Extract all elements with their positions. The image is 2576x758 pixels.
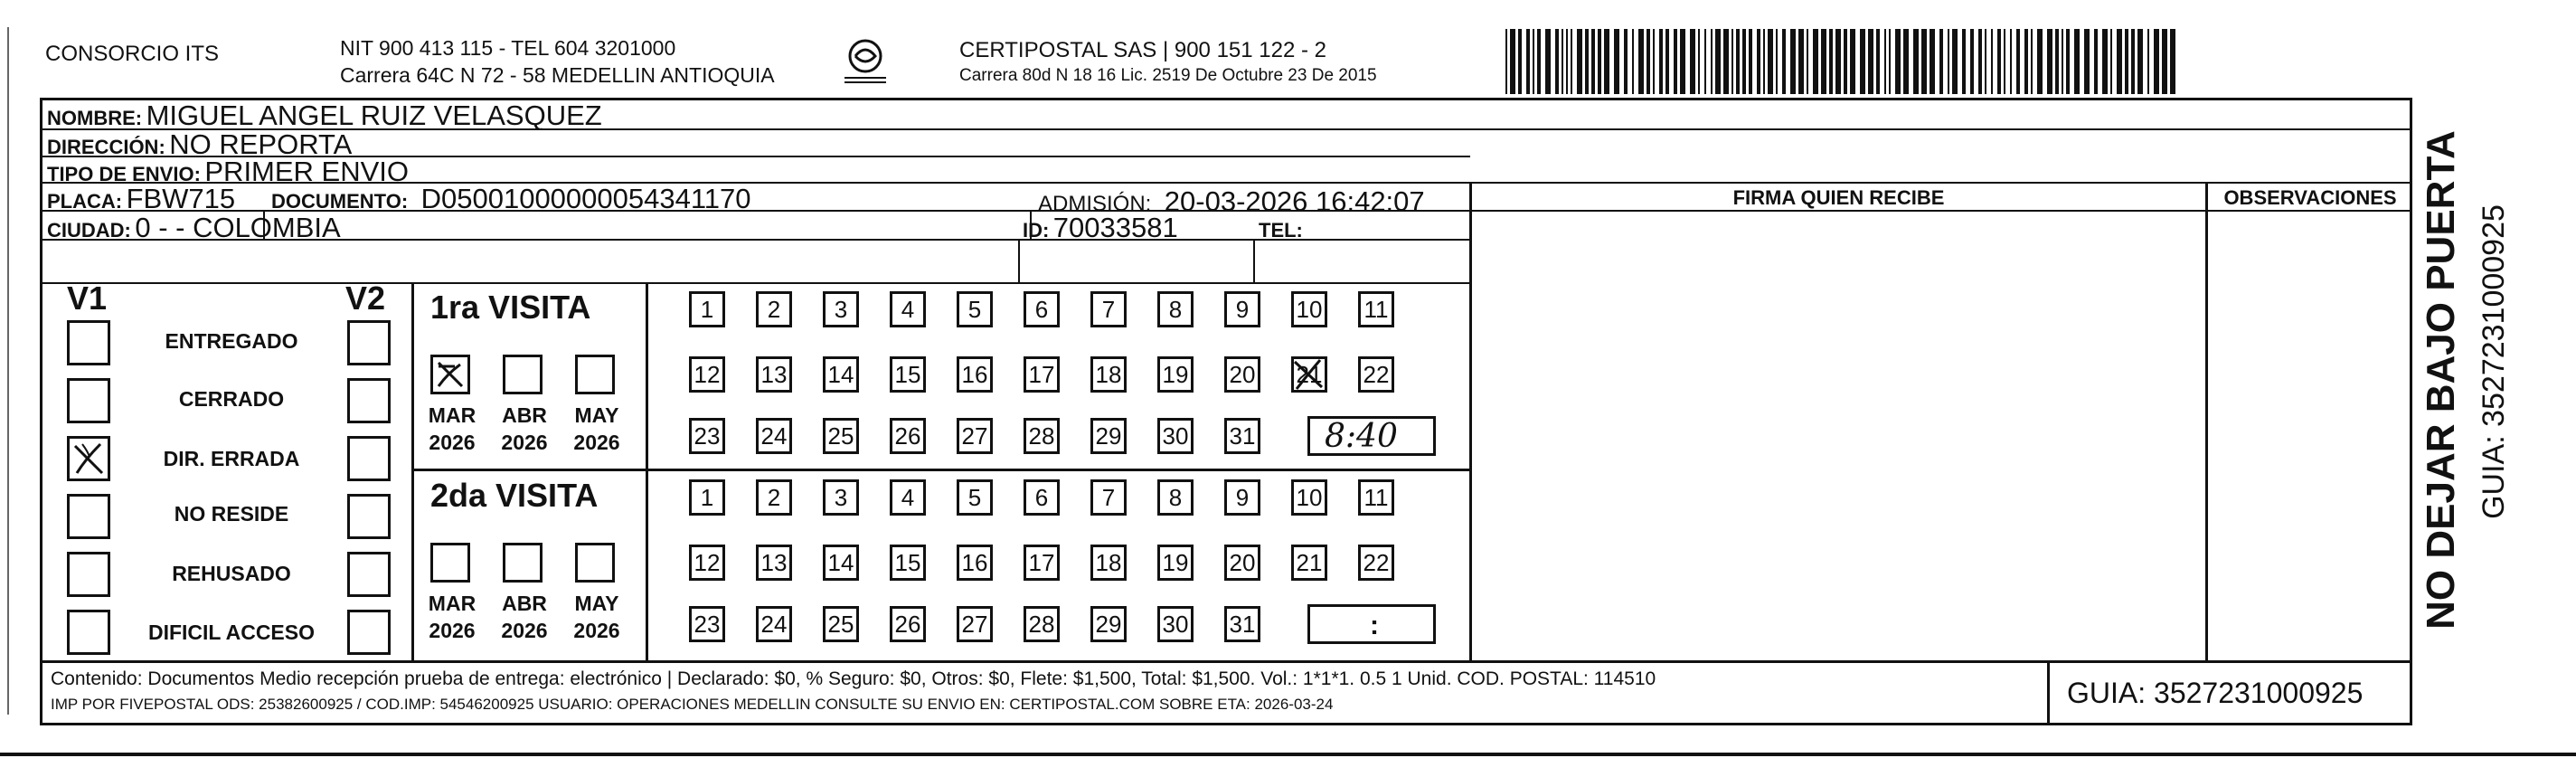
certipostal-logo: [839, 34, 892, 89]
visit1-day-28[interactable]: 28: [1024, 418, 1060, 454]
imp-line: IMP POR FIVEPOSTAL ODS: 25382600925 / COD.IMP: 54546200925 USUARIO: OPERACIONES MEDELLIN CONSULTE SU ENVIO EN: CERTIPOSTAL.COM SOBRE ETA: 2026-03-24: [51, 696, 1334, 713]
visit2-day-2[interactable]: 2: [756, 479, 792, 516]
v2-dificil-acceso-checkbox[interactable]: [347, 610, 391, 655]
tipo-envio-value: PRIMER ENVIO: [204, 156, 410, 187]
visit1-day-13[interactable]: 13: [756, 356, 792, 393]
tipo-envio-label: TIPO DE ENVIO:: [47, 163, 201, 185]
observations-area[interactable]: [2210, 213, 2411, 659]
visit2-month-abr-checkbox[interactable]: [503, 543, 543, 583]
visit1-title: 1ra VISITA: [430, 289, 591, 326]
v2-rehusado-checkbox[interactable]: [347, 552, 391, 597]
visit1-year-may: 2026: [573, 431, 620, 454]
visit2-day-28[interactable]: 28: [1024, 606, 1060, 642]
visit1-month-abr-label: ABR: [502, 403, 547, 427]
v2-label: V2: [345, 280, 386, 317]
visit2-day-17[interactable]: 17: [1024, 545, 1060, 581]
visit1-day-26[interactable]: 26: [890, 418, 926, 454]
nombre-label: NOMBRE:: [47, 107, 143, 129]
direccion-label: DIRECCIÓN:: [47, 136, 165, 158]
visit2-year-mar: 2026: [429, 619, 476, 642]
day-x-mark-icon: [1291, 356, 1327, 393]
x-mark-icon: [70, 439, 108, 478]
visit2-day-11[interactable]: 11: [1358, 479, 1394, 516]
visit1-day-14[interactable]: 14: [823, 356, 859, 393]
v2-cerrado-checkbox[interactable]: [347, 378, 391, 423]
visit1-day-21[interactable]: 21: [1291, 356, 1327, 393]
visit1-day-31[interactable]: 31: [1224, 418, 1260, 454]
visit1-day-25[interactable]: 25: [823, 418, 859, 454]
firma-header: FIRMA QUIEN RECIBE: [1732, 186, 1945, 209]
status-dificil-acceso-label: DIFICIL ACCESO: [147, 621, 315, 644]
visit2-day-7[interactable]: 7: [1090, 479, 1127, 516]
visit1-day-20[interactable]: 20: [1224, 356, 1260, 393]
visit2-day-8[interactable]: 8: [1157, 479, 1194, 516]
ciudad-label: CIUDAD:: [47, 219, 131, 242]
v1-rehusado-checkbox[interactable]: [67, 552, 110, 597]
visit2-day-22[interactable]: 22: [1358, 545, 1394, 581]
visit2-day-1[interactable]: 1: [689, 479, 725, 516]
contenido-line: Contenido: Documentos Medio recepción prueba de entrega: electrónico | Declarado: $0, % Seguro: $0, Otros: $0, Flete: $1,500, Total: $1,500. Vol.: 1*1*1. 0.5 1 Unid. COD. POSTAL: 114510: [51, 668, 1656, 689]
v1-dir-errada-checkbox[interactable]: [67, 436, 110, 481]
visit1-day-18[interactable]: 18: [1090, 356, 1127, 393]
visit1-time-box[interactable]: [1307, 416, 1436, 456]
visit2-day-13[interactable]: 13: [756, 545, 792, 581]
visit2-day-30[interactable]: 30: [1157, 606, 1194, 642]
v1-no-reside-checkbox[interactable]: [67, 494, 110, 539]
carrier-line: CERTIPOSTAL SAS | 900 151 122 - 2: [959, 38, 1326, 62]
id-value: 70033581: [1052, 212, 1178, 243]
signature-area[interactable]: [1474, 213, 2203, 659]
visit2-day-31[interactable]: 31: [1224, 606, 1260, 642]
visit2-day-19[interactable]: 19: [1157, 545, 1194, 581]
side-guia: GUIA: 3527231000925: [2477, 204, 2511, 519]
visit1-day-4[interactable]: 4: [890, 291, 926, 327]
visit1-day-16[interactable]: 16: [957, 356, 993, 393]
visit1-day-2[interactable]: 2: [756, 291, 792, 327]
visit2-day-3[interactable]: 3: [823, 479, 859, 516]
visit1-day-27[interactable]: 27: [957, 418, 993, 454]
visit2-day-25[interactable]: 25: [823, 606, 859, 642]
visit2-day-26[interactable]: 26: [890, 606, 926, 642]
v1-cerrado-checkbox[interactable]: [67, 378, 110, 423]
address-line: Carrera 64C N 72 - 58 MEDELLIN ANTIOQUIA: [340, 63, 775, 87]
company-name: CONSORCIO ITS: [45, 42, 220, 66]
visit1-day-8[interactable]: 8: [1157, 291, 1194, 327]
visit1-day-29[interactable]: 29: [1090, 418, 1127, 454]
id-label: ID:: [1023, 219, 1050, 242]
v2-entregado-checkbox[interactable]: [347, 320, 391, 365]
tel-label: TEL:: [1259, 219, 1303, 242]
visit1-day-11[interactable]: 11: [1358, 291, 1394, 327]
visit2-month-may-label: MAY: [574, 592, 619, 615]
carrier-license: Carrera 80d N 18 16 Lic. 2519 De Octubre 23 De 2015: [959, 66, 1377, 85]
direccion-value: NO REPORTA: [169, 128, 353, 160]
visit2-day-4[interactable]: 4: [890, 479, 926, 516]
v1-entregado-checkbox[interactable]: [67, 320, 110, 365]
visit2-day-21[interactable]: 21: [1291, 545, 1327, 581]
placa-label: PLACA:: [47, 190, 123, 213]
visit2-month-mar-label: MAR: [428, 592, 477, 615]
visit1-month-may-checkbox[interactable]: [575, 355, 615, 394]
barcode: [1505, 29, 2179, 94]
visit1-day-9[interactable]: 9: [1224, 291, 1260, 327]
visit2-day-5[interactable]: 5: [957, 479, 993, 516]
visit2-day-18[interactable]: 18: [1090, 545, 1127, 581]
visit2-title: 2da VISITA: [430, 477, 599, 514]
visit1-month-abr-checkbox[interactable]: [503, 355, 543, 394]
visit1-day-12[interactable]: 12: [689, 356, 725, 393]
observaciones-header: OBSERVACIONES: [2223, 186, 2397, 209]
visit1-year-mar: 2026: [429, 431, 476, 454]
v1-dificil-acceso-checkbox[interactable]: [67, 610, 110, 655]
no-dejar-warning: NO DEJAR BAJO PUERTA: [2419, 130, 2463, 630]
visit1-day-30[interactable]: 30: [1157, 418, 1194, 454]
visit1-day-5[interactable]: 5: [957, 291, 993, 327]
documento-value: D05001000000054341170: [420, 183, 751, 214]
visit1-month-mar-label: MAR: [428, 403, 477, 427]
visit2-day-9[interactable]: 9: [1224, 479, 1260, 516]
visit1-day-17[interactable]: 17: [1024, 356, 1060, 393]
visit2-day-14[interactable]: 14: [823, 545, 859, 581]
visit1-month-mar-checkbox[interactable]: [430, 355, 470, 394]
visit1-day-1[interactable]: 1: [689, 291, 725, 327]
visit2-day-24[interactable]: 24: [756, 606, 792, 642]
documento-label: DOCUMENTO:: [271, 190, 409, 213]
status-rehusado-label: REHUSADO: [172, 562, 291, 585]
visit1-time-handwritten: 8:40: [1325, 418, 1398, 455]
placa-value: FBW715: [126, 183, 236, 214]
visit2-month-mar-checkbox[interactable]: [430, 543, 470, 583]
ciudad-value: 0 - - COLOMBIA: [135, 212, 341, 243]
visit1-day-7[interactable]: 7: [1090, 291, 1127, 327]
status-cerrado-label: CERRADO: [178, 387, 285, 411]
visit2-day-15[interactable]: 15: [890, 545, 926, 581]
v2-dir-errada-checkbox[interactable]: [347, 436, 391, 481]
visit2-time-box[interactable]: [1307, 604, 1436, 644]
v2-no-reside-checkbox[interactable]: [347, 494, 391, 539]
visit2-day-6[interactable]: 6: [1024, 479, 1060, 516]
visit1-month-may-label: MAY: [574, 403, 619, 427]
x-mark-icon: [433, 357, 467, 392]
visit1-day-23[interactable]: 23: [689, 418, 725, 454]
visit2-day-29[interactable]: 29: [1090, 606, 1127, 642]
visit2-time-placeholder: :: [1370, 611, 1379, 640]
visit2-day-23[interactable]: 23: [689, 606, 725, 642]
visit1-day-22[interactable]: 22: [1358, 356, 1394, 393]
visit2-month-may-checkbox[interactable]: [575, 543, 615, 583]
visit2-year-abr: 2026: [501, 619, 548, 642]
visit1-day-15[interactable]: 15: [890, 356, 926, 393]
visit1-day-19[interactable]: 19: [1157, 356, 1194, 393]
admision-value: 20-03-2026 16:42:07: [1164, 185, 1425, 217]
visit1-year-abr: 2026: [501, 431, 548, 454]
visit2-month-abr-label: ABR: [502, 592, 547, 615]
status-no-reside-label: NO RESIDE: [174, 502, 289, 526]
visit2-day-16[interactable]: 16: [957, 545, 993, 581]
visit2-day-10[interactable]: 10: [1291, 479, 1327, 516]
visit2-year-may: 2026: [573, 619, 620, 642]
visit1-day-3[interactable]: 3: [823, 291, 859, 327]
admision-label: ADMISIÓN:: [1038, 192, 1152, 216]
footer-guia: GUIA: 3527231000925: [2067, 677, 2364, 709]
visit1-day-10[interactable]: 10: [1291, 291, 1327, 327]
v1-label: V1: [67, 280, 108, 317]
visit2-day-12[interactable]: 12: [689, 545, 725, 581]
nit-line: NIT 900 413 115 - TEL 604 3201000: [340, 36, 676, 60]
nombre-value: MIGUEL ANGEL RUIZ VELASQUEZ: [146, 99, 602, 131]
visit2-day-27[interactable]: 27: [957, 606, 993, 642]
visit1-day-24[interactable]: 24: [756, 418, 792, 454]
visit2-day-20[interactable]: 20: [1224, 545, 1260, 581]
status-entregado-label: ENTREGADO: [165, 329, 298, 353]
visit1-day-6[interactable]: 6: [1024, 291, 1060, 327]
status-dir-errada-label: DIR. ERRADA: [163, 447, 300, 470]
